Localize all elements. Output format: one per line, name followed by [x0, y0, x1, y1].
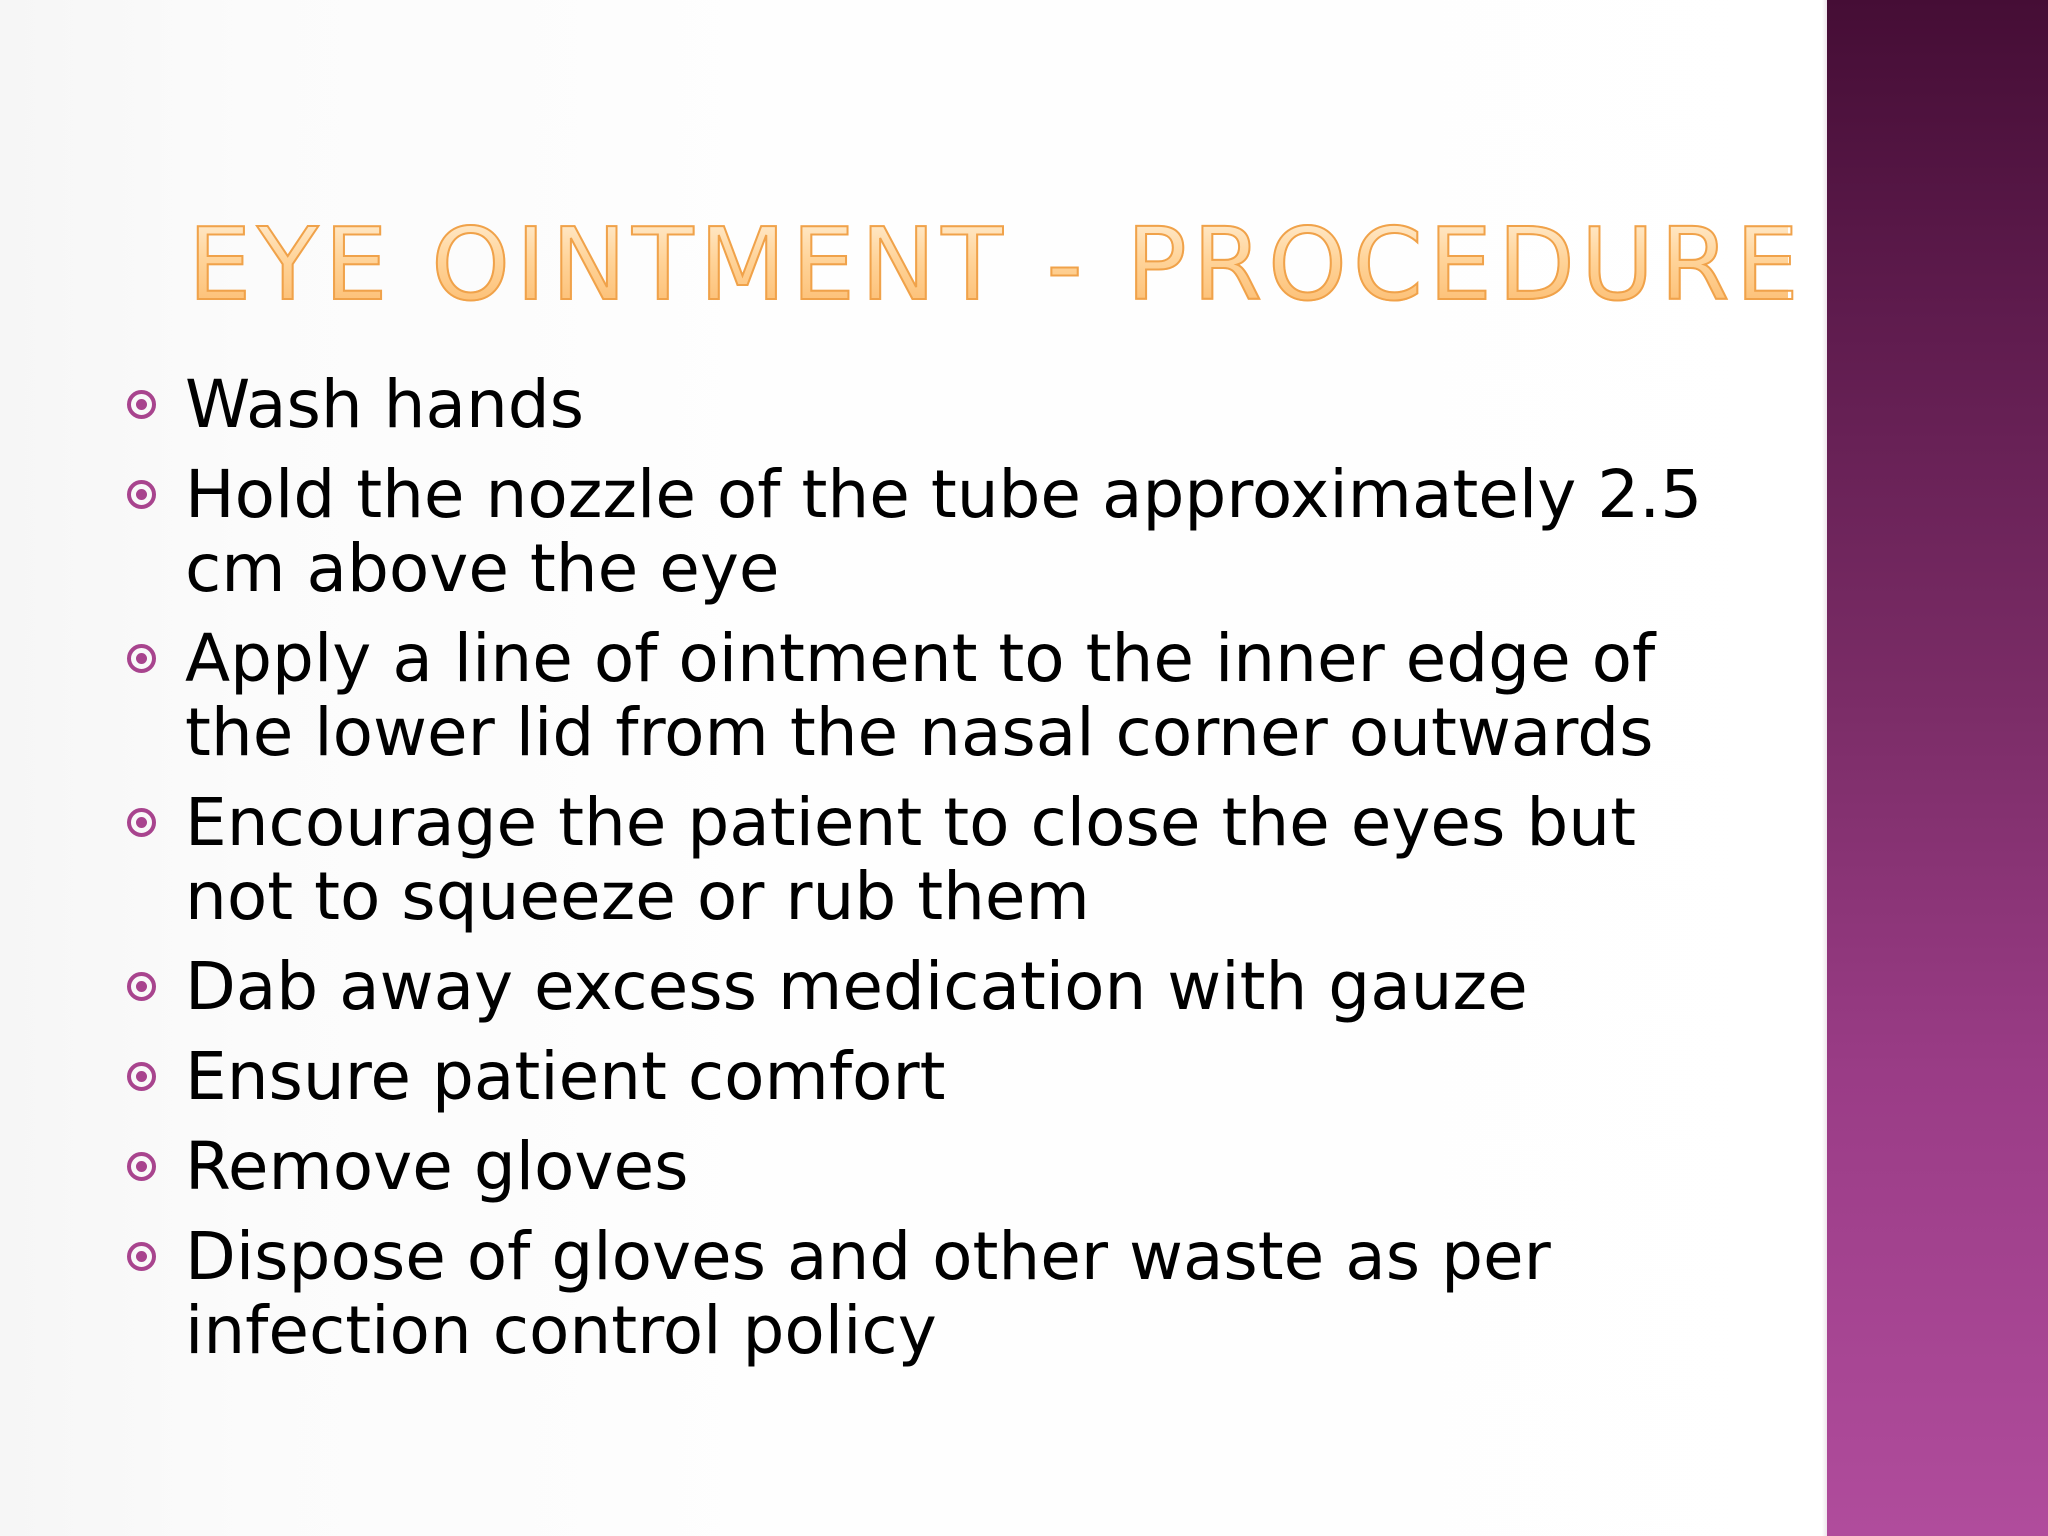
bullet-item: [125, 458, 1725, 606]
bullet-text: Ensure patient comfort: [185, 1038, 946, 1115]
bullet-text: Apply a line of ointment to the inner edge of the lower lid from the nasal corner outwards: [185, 620, 1656, 771]
bullet-item: [125, 1220, 1725, 1368]
bullet-item: [125, 786, 1725, 934]
circled-dot-bullet-icon: [127, 1062, 156, 1091]
decorative-side-band: [1827, 0, 2048, 1536]
bullet-text: Encourage the patient to close the eyes but not to squeeze or rub them: [185, 784, 1636, 935]
circled-dot-bullet-icon: [127, 390, 156, 419]
circled-dot-bullet-icon: [127, 972, 156, 1001]
circled-dot-bullet-icon: [127, 480, 156, 509]
circled-dot-bullet-icon: [127, 644, 156, 673]
bullet-text: Hold the nozzle of the tube approximately 2.5 cm above the eye: [185, 456, 1703, 607]
bullet-text: Dispose of gloves and other waste as per infection control policy: [185, 1218, 1551, 1369]
circled-dot-bullet-icon: [127, 1242, 156, 1271]
bullet-item: [125, 622, 1725, 770]
slide-title: EYE OINTMENT - PROCEDURE: [188, 206, 1805, 323]
bullet-item: [125, 1130, 1725, 1204]
circled-dot-bullet-icon: [127, 808, 156, 837]
bullet-text: Dab away excess medication with gauze: [185, 948, 1528, 1025]
bullet-item: [125, 950, 1725, 1024]
bullet-text: Wash hands: [185, 366, 585, 443]
bullet-item: [125, 368, 1725, 442]
bullet-list: [125, 368, 1725, 1384]
circled-dot-bullet-icon: [127, 1152, 156, 1181]
bullet-text: Remove gloves: [185, 1128, 689, 1205]
bullet-item: [125, 1040, 1725, 1114]
